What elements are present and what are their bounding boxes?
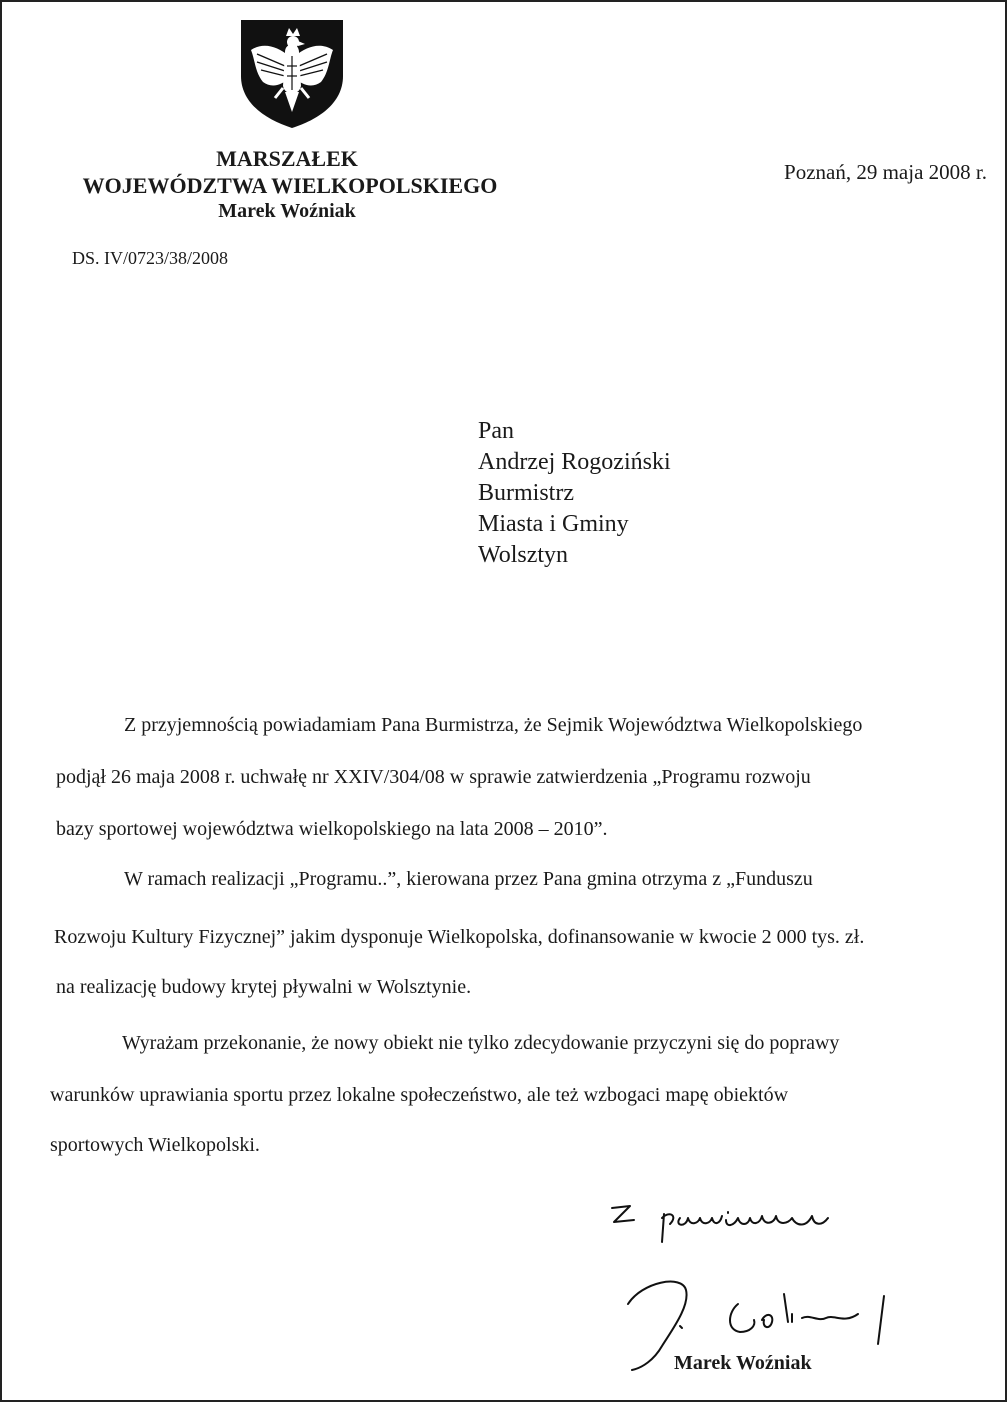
place-date: Poznań, 29 maja 2008 r. [784,160,987,184]
handwritten-closing-icon [608,1198,848,1246]
addressee-block [478,416,671,571]
addressee-line: Wolsztyn [478,542,569,568]
reference-number: DS. IV/0723/38/2008 [72,248,229,268]
eagle-crest-icon [237,16,347,130]
addressee-line: Andrzej Rogoziński [478,449,671,475]
body-line: warunków uprawiania sportu przez lokalne społeczeństwo, ale też wzbogaci mapę obiektów [50,1084,789,1106]
body-line: Wyrażam przekonanie, że nowy obiekt nie tylko zdecydowanie przyczyni się do poprawy [122,1032,840,1054]
addressee-line: Burmistrz [478,480,574,506]
header-title: MARSZAŁEK [216,146,358,171]
body-line: podjął 26 maja 2008 r. uchwałę nr XXIV/304/08 w sprawie zatwierdzenia „Programu rozwoju [56,766,811,788]
header-name: Marek Woźniak [218,200,356,222]
signature-name: Marek Woźniak [674,1352,812,1374]
body-line: W ramach realizacji „Programu..”, kierowana przez Pana gmina otrzyma z „Funduszu [124,868,813,890]
body-line: Z przyjemnością powiadamiam Pana Burmistrza, że Sejmik Województwa Wielkopolskiego [124,714,863,736]
body-line: sportowych Wielkopolski. [50,1134,260,1156]
body-line: na realizację budowy krytej pływalni w Wolsztynie. [56,976,472,998]
header-region: WOJEWÓDZTWA WIELKOPOLSKIEGO [82,173,498,198]
addressee-line: Pan [478,418,514,444]
body-line: Rozwoju Kultury Fizycznej” jakim dysponuje Wielkopolska, dofinansowanie w kwocie 2 000 tys. zł. [54,926,865,948]
addressee-line: Miasta i Gminy [478,511,629,537]
body-line: bazy sportowej województwa wielkopolskiego na lata 2008 – 2010”. [56,818,608,840]
